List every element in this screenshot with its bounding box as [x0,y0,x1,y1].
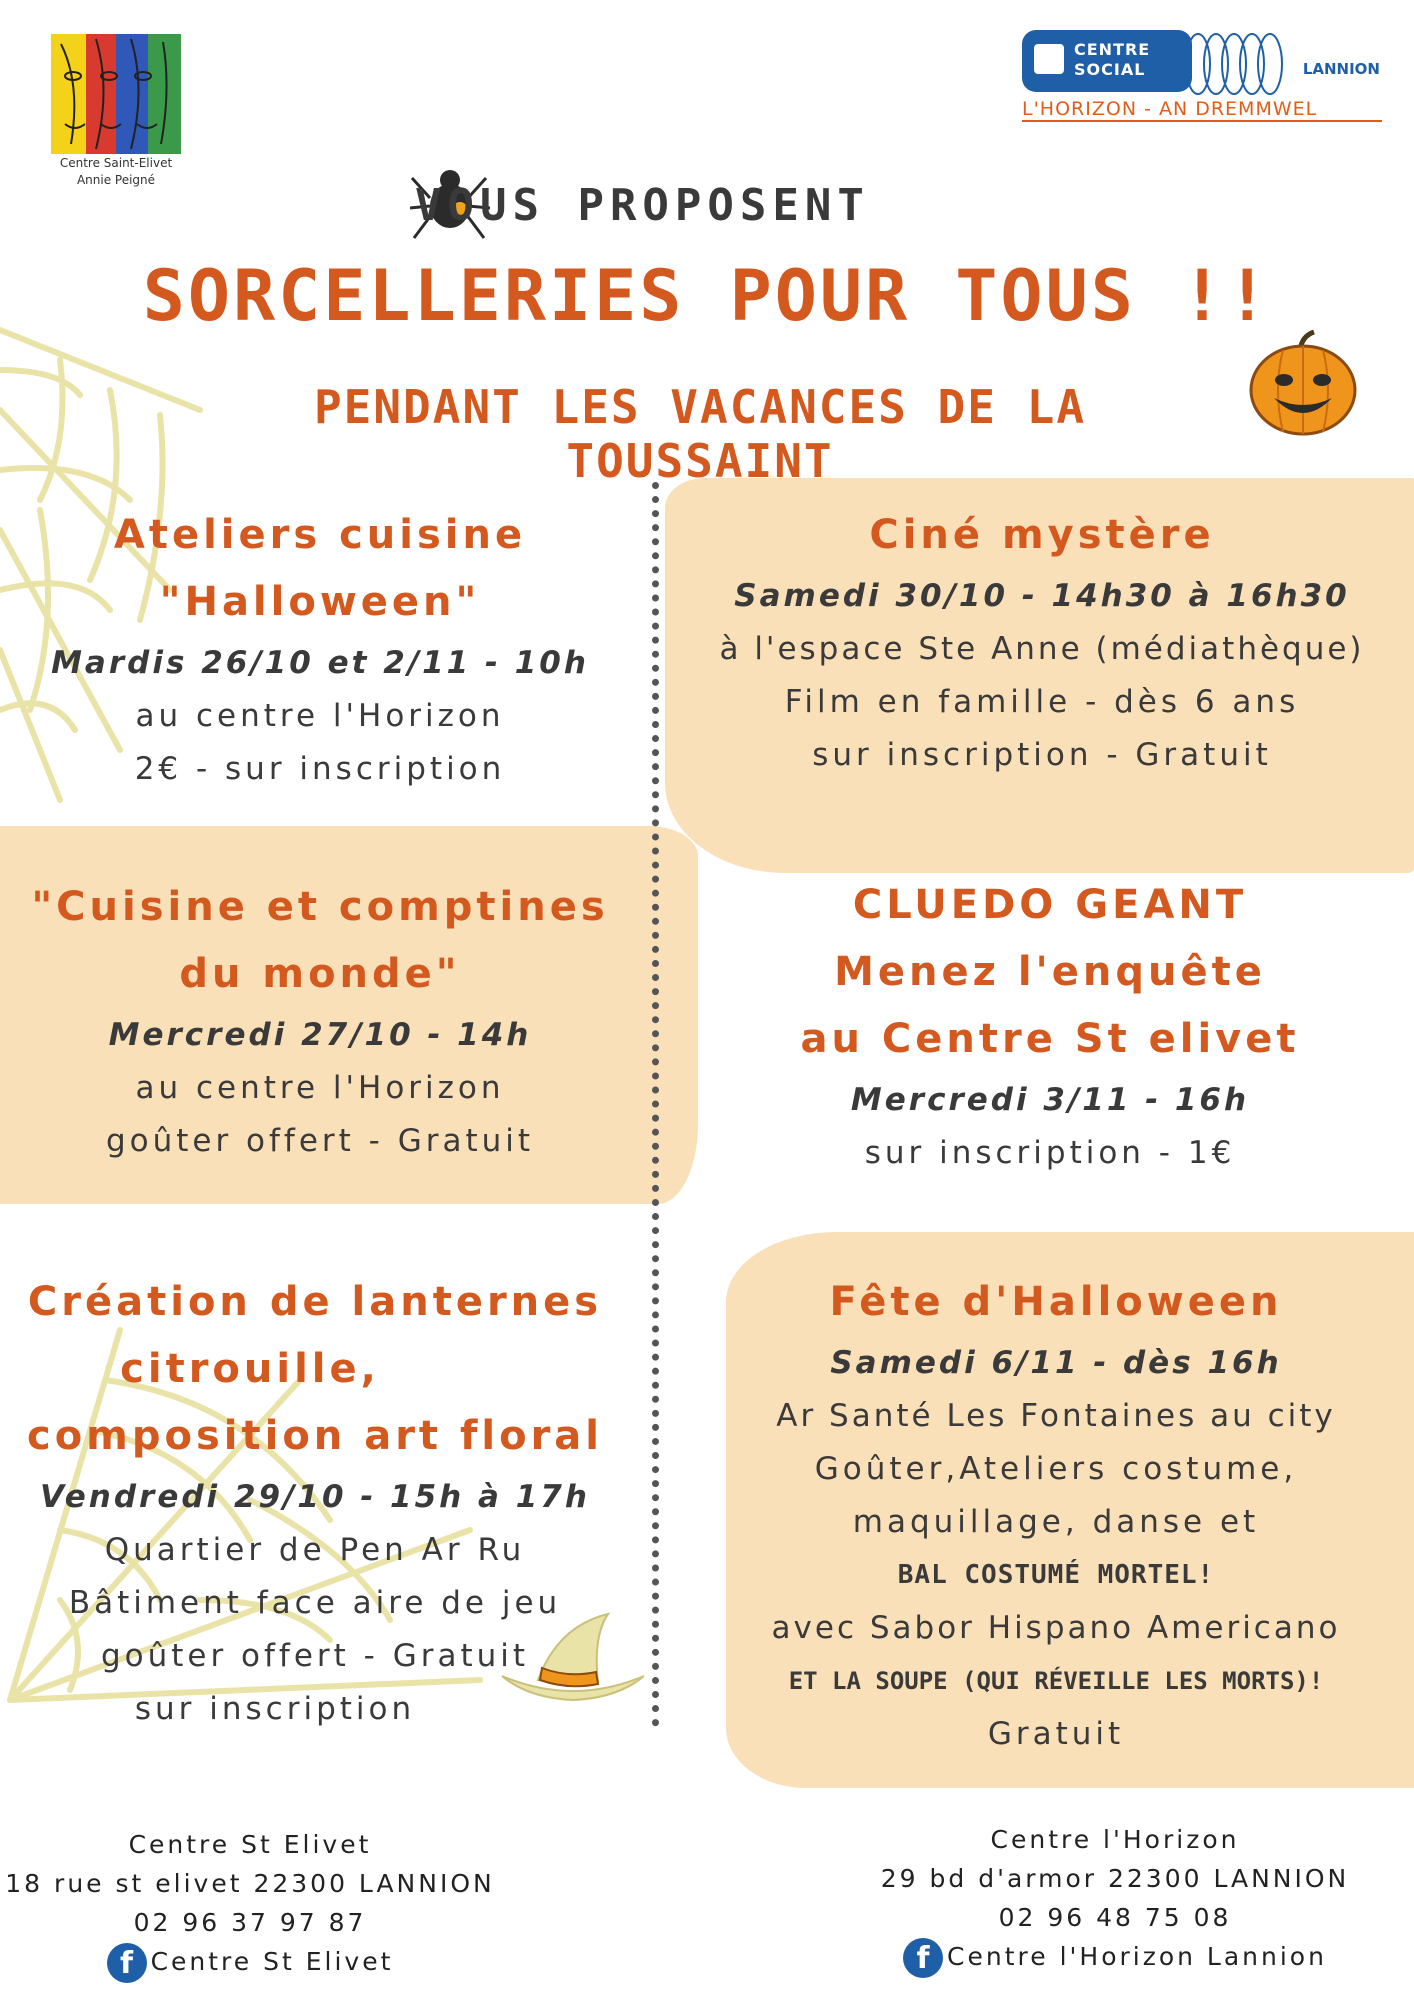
event-line: goûter offert - Gratuit [100,1638,530,1674]
event-fete [716,1269,1396,1761]
pumpkin-icon [1248,328,1358,438]
event-title: Menez l'enquête [834,949,1266,995]
event-title: composition art floral [26,1413,603,1459]
event-line: Ar Santé Les Fontaines au city [776,1398,1336,1434]
event-line: sur inscription [134,1691,416,1727]
event-cluedo [700,872,1400,1180]
event-line: sur inscription - 1€ [864,1135,1236,1171]
footer-left-address: 18 rue st elivet 22300 LANNION [5,1869,495,1898]
event-cuisine-halloween [20,502,620,796]
event-line: maquillage, danse et [852,1504,1260,1540]
event-title: Ciné mystère [869,512,1215,558]
footer-left-phone: 02 96 37 97 87 [133,1908,367,1937]
logo-right-sub: L'HORIZON - AN DREMMWEL [1022,98,1382,122]
event-line: Quartier de Pen Ar Ru [104,1532,526,1568]
event-line: Bâtiment face aire de jeu [68,1585,562,1621]
header-proposent: VOUS PROPOSENT [415,180,870,231]
facebook-icon: f [903,1938,943,1978]
logo-left-caption-1: Centre Saint-Elivet [59,156,173,170]
footer-left-facebook-label: Centre St Elivet [150,1947,394,1976]
footer-right-phone: 02 96 48 75 08 [998,1903,1232,1932]
footer-right [845,1820,1385,1978]
event-title: au Centre St elivet [800,1016,1300,1062]
footer-right-name: Centre l'Horizon [990,1825,1240,1854]
event-title: citrouille, [120,1346,380,1392]
footer-right-facebook-label: Centre l'Horizon Lannion [947,1942,1327,1971]
logo-right-city: LANNION [1302,60,1380,78]
event-title: CLUEDO GEANT [852,882,1248,928]
event-date: Vendredi 29/10 - 15h à 17h [40,1479,590,1515]
event-title: Ateliers cuisine [113,512,527,558]
witch-hat-icon [498,1606,648,1716]
emblem-icon [1034,44,1064,74]
event-date: Mercredi 3/11 - 16h [850,1082,1250,1118]
event-line: Goûter,Ateliers costume, [814,1451,1298,1487]
event-line-highlight: ET LA SOUPE (QUI RÉVEILLE LES MORTS)! [788,1667,1324,1695]
facebook-icon: f [107,1943,147,1983]
event-date: Mardis 26/10 et 2/11 - 10h [51,645,589,681]
logo-centre-social [1016,26,1386,126]
event-line: Gratuit [987,1716,1125,1752]
logo-saint-elivet [46,34,186,188]
column-divider [652,482,659,1727]
event-line: à l'espace Ste Anne (médiathèque) [719,631,1365,667]
footer-left-facebook[interactable] [0,1942,500,1983]
centre-social-badge [1022,30,1192,92]
event-line: 2€ - sur inscription [134,751,506,787]
logo-left-caption-2: Annie Peigné [76,173,156,187]
event-line-highlight: BAL COSTUMÉ MORTEL! [897,1560,1215,1590]
rings-icon [1184,30,1294,100]
event-title: Fête d'Halloween [829,1279,1283,1325]
logo-right-line2: SOCIAL [1074,60,1146,79]
event-title: "Cuisine et comptines [31,884,609,930]
event-comptines [0,874,640,1168]
event-line: avec Sabor Hispano Americano [771,1610,1341,1646]
faces-logo-icon [51,34,181,154]
event-date: Samedi 30/10 - 14h30 à 16h30 [734,578,1350,614]
page-subtitle: PENDANT LES VACANCES DE LA TOUSSAINT [313,380,1087,488]
footer-left-name: Centre St Elivet [128,1830,372,1859]
event-line: au centre l'Horizon [135,698,505,734]
footer-right-address: 29 bd d'armor 22300 LANNION [880,1864,1350,1893]
page-title: SORCELLERIES POUR TOUS !! [142,255,1272,337]
event-line: au centre l'Horizon [135,1070,505,1106]
event-date: Mercredi 27/10 - 14h [108,1017,532,1053]
logo-right-line1: CENTRE [1074,40,1151,59]
event-cine [670,502,1414,782]
event-title: "Halloween" [159,579,481,625]
event-line: sur inscription - Gratuit [812,737,1272,773]
footer-right-facebook[interactable] [845,1937,1385,1978]
event-date: Samedi 6/11 - dès 16h [830,1345,1282,1381]
event-title: du monde" [179,951,461,997]
event-line: goûter offert - Gratuit [105,1123,535,1159]
footer-left [0,1825,500,1983]
event-line: Film en famille - dès 6 ans [784,684,1300,720]
event-title: Création de lanternes [27,1279,603,1325]
